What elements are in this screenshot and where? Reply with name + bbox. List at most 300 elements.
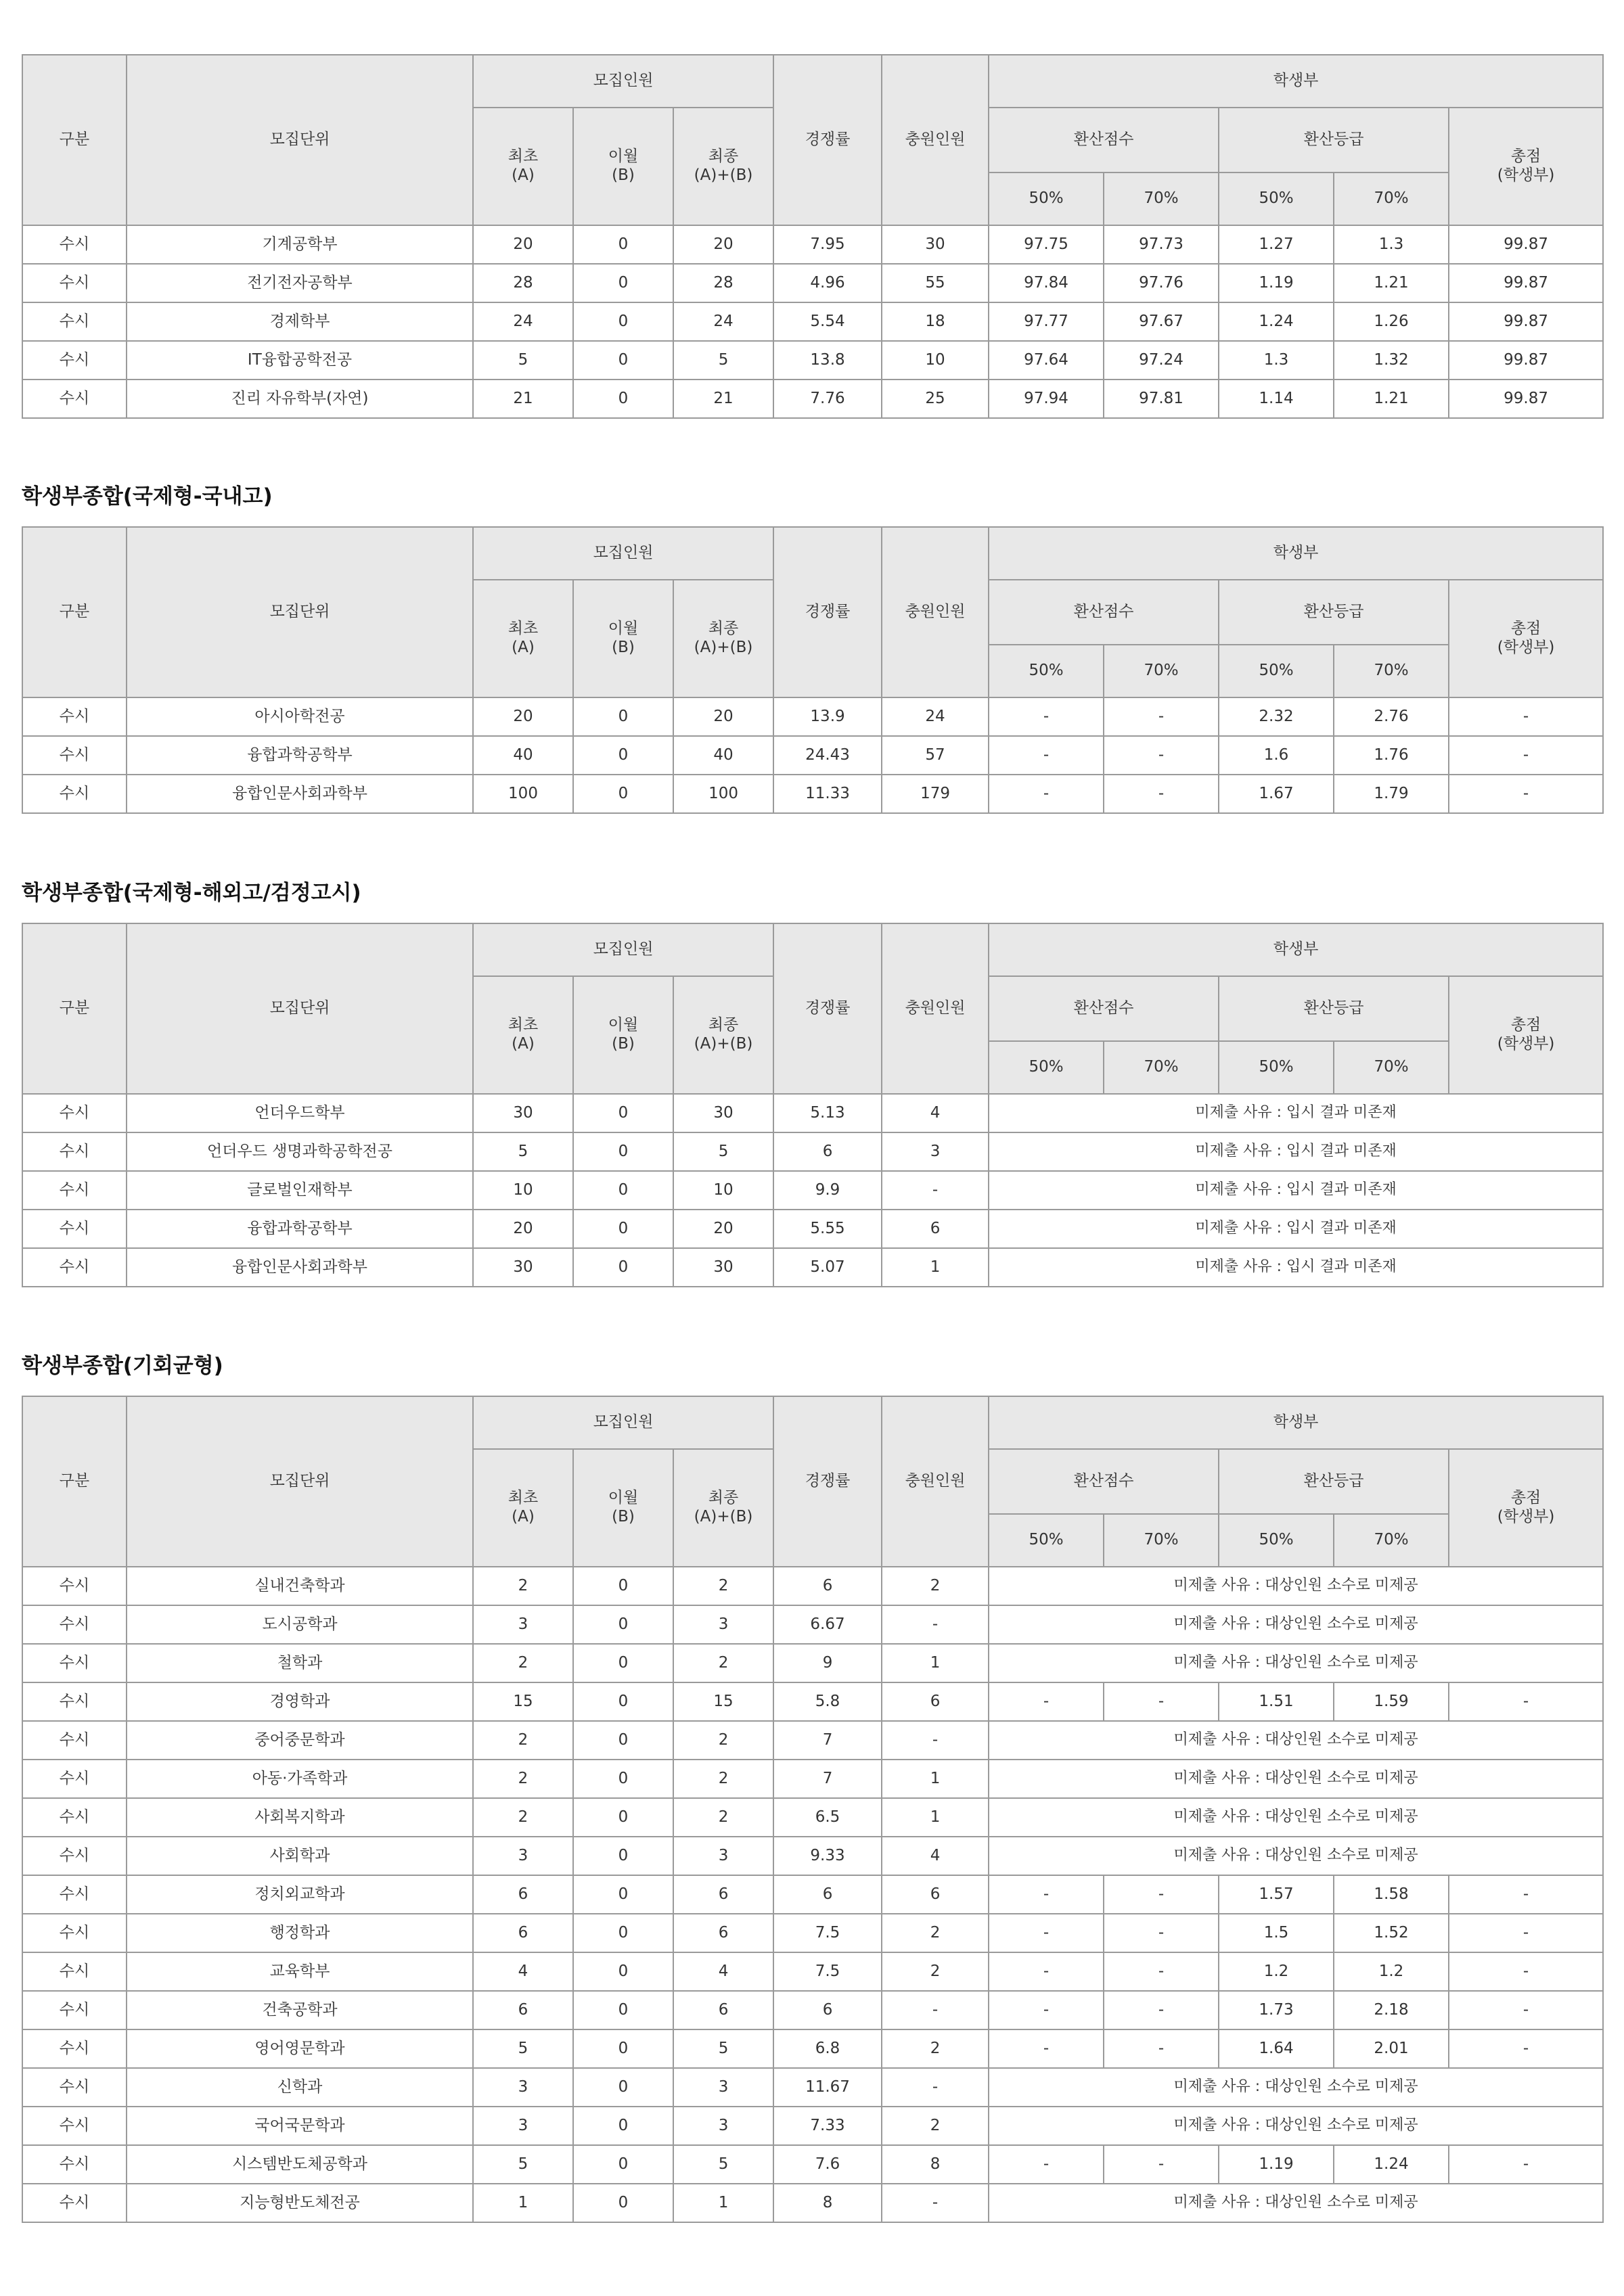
header-unit: 모집단위	[127, 1396, 473, 1567]
header-conv-grade: 환산등급	[1219, 108, 1449, 173]
cell-unit: 전기전자공학부	[127, 264, 473, 302]
header-total	[1449, 108, 1603, 225]
table-row	[22, 1567, 1603, 1605]
cell-note: 미제출 사유 : 대상인원 소수로 미제공	[989, 1760, 1603, 1798]
header-final	[673, 580, 773, 697]
cell-carry: 0	[573, 1094, 673, 1132]
header-score-70: 70%	[1104, 645, 1219, 697]
header-recruit: 모집인원	[473, 923, 773, 976]
table-row	[22, 775, 1603, 813]
cell-grade-50: 1.51	[1219, 1682, 1334, 1721]
table-row	[22, 225, 1603, 264]
cell-initial: 21	[473, 380, 573, 418]
header-initial-sub: (A)	[512, 1508, 535, 1525]
table-row	[22, 2068, 1603, 2107]
cell-extra: 10	[882, 341, 989, 380]
cell-competition: 11.67	[773, 2068, 882, 2107]
cell-initial: 2	[473, 1760, 573, 1798]
cell-unit: 융합인문사회과학부	[127, 1248, 473, 1287]
cell-grade-50: 1.14	[1219, 380, 1334, 418]
cell-carry: 0	[573, 264, 673, 302]
header-category: 구분	[22, 1396, 127, 1567]
cell-total: -	[1449, 736, 1603, 775]
cell-unit: 기계공학부	[127, 225, 473, 264]
cell-initial: 20	[473, 225, 573, 264]
cell-final: 100	[673, 775, 773, 813]
cell-competition: 9.33	[773, 1837, 882, 1875]
cell-grade-50: 1.6	[1219, 736, 1334, 775]
table-row	[22, 1875, 1603, 1914]
cell-unit: 교육학부	[127, 1952, 473, 1991]
cell-total: 99.87	[1449, 380, 1603, 418]
table-row	[22, 1914, 1603, 1952]
cell-score-70: 97.24	[1104, 341, 1219, 380]
cell-final: 6	[673, 1875, 773, 1914]
table-row	[22, 2184, 1603, 2222]
cell-carry: 0	[573, 1567, 673, 1605]
cell-score-70: -	[1104, 2029, 1219, 2068]
cell-competition: 7.5	[773, 1914, 882, 1952]
cell-unit: 언더우드학부	[127, 1094, 473, 1132]
cell-competition: 6.8	[773, 2029, 882, 2068]
cell-initial: 4	[473, 1952, 573, 1991]
cell-final: 5	[673, 1132, 773, 1171]
cell-category: 수시	[22, 1991, 127, 2029]
section-2	[22, 526, 1602, 814]
cell-extra: 6	[882, 1875, 989, 1914]
header-grade-50: 50%	[1219, 1514, 1334, 1567]
cell-unit: 경제학부	[127, 302, 473, 341]
header-conv-grade: 환산등급	[1219, 976, 1449, 1041]
header-final	[673, 976, 773, 1094]
cell-category: 수시	[22, 2107, 127, 2145]
cell-carry: 0	[573, 1952, 673, 1991]
cell-competition: 7	[773, 1721, 882, 1760]
cell-unit: 언더우드 생명과학공학전공	[127, 1132, 473, 1171]
cell-grade-70: 1.24	[1334, 2145, 1449, 2184]
header-total-label: 총점	[1510, 1016, 1541, 1034]
table-row	[22, 1248, 1603, 1287]
cell-category: 수시	[22, 1567, 127, 1605]
cell-extra: 18	[882, 302, 989, 341]
cell-grade-70: 2.76	[1334, 697, 1449, 736]
table-row	[22, 2029, 1603, 2068]
cell-category: 수시	[22, 264, 127, 302]
cell-score-50: -	[989, 775, 1104, 813]
table-row	[22, 736, 1603, 775]
cell-note: 미제출 사유 : 입시 결과 미존재	[989, 1171, 1603, 1210]
cell-final: 40	[673, 736, 773, 775]
header-conv-grade: 환산등급	[1219, 1449, 1449, 1514]
cell-competition: 5.54	[773, 302, 882, 341]
cell-grade-70: 1.79	[1334, 775, 1449, 813]
cell-total: -	[1449, 2145, 1603, 2184]
cell-extra: 4	[882, 1837, 989, 1875]
header-recruit: 모집인원	[473, 1396, 773, 1449]
cell-grade-70: 1.21	[1334, 380, 1449, 418]
table-row	[22, 1952, 1603, 1991]
header-final-sub: (A)+(B)	[694, 166, 753, 184]
cell-grade-50: 1.73	[1219, 1991, 1334, 2029]
cell-initial: 24	[473, 302, 573, 341]
results-table	[22, 1396, 1604, 2223]
header-initial-label: 최초	[508, 147, 539, 166]
cell-category: 수시	[22, 2145, 127, 2184]
header-conv-score: 환산점수	[989, 580, 1219, 645]
header-conv-grade: 환산등급	[1219, 580, 1449, 645]
header-extra: 충원인원	[882, 923, 989, 1094]
cell-carry: 0	[573, 736, 673, 775]
cell-category: 수시	[22, 1914, 127, 1952]
cell-initial: 30	[473, 1094, 573, 1132]
cell-initial: 3	[473, 1605, 573, 1644]
cell-competition: 5.13	[773, 1094, 882, 1132]
cell-extra: 6	[882, 1210, 989, 1248]
cell-score-50: 97.94	[989, 380, 1104, 418]
header-competition: 경쟁률	[773, 55, 882, 225]
header-initial	[473, 108, 573, 225]
header-conv-score: 환산점수	[989, 1449, 1219, 1514]
cell-carry: 0	[573, 2184, 673, 2222]
cell-score-50: 97.75	[989, 225, 1104, 264]
cell-unit: 경영학과	[127, 1682, 473, 1721]
header-initial-label: 최초	[508, 1489, 539, 1507]
cell-score-70: 97.73	[1104, 225, 1219, 264]
cell-final: 30	[673, 1248, 773, 1287]
cell-competition: 9.9	[773, 1171, 882, 1210]
table-row	[22, 1644, 1603, 1682]
cell-category: 수시	[22, 341, 127, 380]
cell-competition: 7.95	[773, 225, 882, 264]
cell-score-70: -	[1104, 775, 1219, 813]
header-final	[673, 108, 773, 225]
cell-score-70: -	[1104, 1914, 1219, 1952]
cell-extra: 4	[882, 1094, 989, 1132]
header-category: 구분	[22, 55, 127, 225]
cell-category: 수시	[22, 2029, 127, 2068]
table-row	[22, 697, 1603, 736]
cell-note: 미제출 사유 : 대상인원 소수로 미제공	[989, 2068, 1603, 2107]
cell-extra: -	[882, 2184, 989, 2222]
cell-final: 3	[673, 1605, 773, 1644]
cell-final: 20	[673, 1210, 773, 1248]
header-initial	[473, 976, 573, 1094]
cell-unit: 행정학과	[127, 1914, 473, 1952]
cell-competition: 7.5	[773, 1952, 882, 1991]
cell-competition: 5.55	[773, 1210, 882, 1248]
cell-competition: 24.43	[773, 736, 882, 775]
header-competition: 경쟁률	[773, 527, 882, 697]
cell-grade-70: 1.2	[1334, 1952, 1449, 1991]
cell-initial: 40	[473, 736, 573, 775]
cell-initial: 5	[473, 341, 573, 380]
cell-score-70: 97.81	[1104, 380, 1219, 418]
cell-final: 4	[673, 1952, 773, 1991]
cell-final: 2	[673, 1567, 773, 1605]
header-score-50: 50%	[989, 173, 1104, 225]
cell-note: 미제출 사유 : 입시 결과 미존재	[989, 1248, 1603, 1287]
cell-grade-70: 1.26	[1334, 302, 1449, 341]
header-initial-label: 최초	[508, 620, 539, 638]
cell-extra: 3	[882, 1132, 989, 1171]
cell-unit: 글로벌인재학부	[127, 1171, 473, 1210]
cell-extra: 30	[882, 225, 989, 264]
cell-total: -	[1449, 775, 1603, 813]
cell-grade-70: 1.3	[1334, 225, 1449, 264]
cell-carry: 0	[573, 2107, 673, 2145]
cell-note: 미제출 사유 : 대상인원 소수로 미제공	[989, 1798, 1603, 1837]
cell-score-70: -	[1104, 736, 1219, 775]
header-grade-70: 70%	[1334, 1514, 1449, 1567]
cell-unit: 시스템반도체공학과	[127, 2145, 473, 2184]
header-competition: 경쟁률	[773, 1396, 882, 1567]
cell-extra: 57	[882, 736, 989, 775]
cell-carry: 0	[573, 1875, 673, 1914]
cell-score-50: -	[989, 736, 1104, 775]
cell-category: 수시	[22, 697, 127, 736]
cell-score-50: -	[989, 1914, 1104, 1952]
header-recruit: 모집인원	[473, 527, 773, 580]
section-title-4: 학생부종합(기회균형)	[22, 1354, 223, 1378]
cell-extra: 25	[882, 380, 989, 418]
header-unit: 모집단위	[127, 55, 473, 225]
cell-carry: 0	[573, 380, 673, 418]
header-initial-sub: (A)	[512, 166, 535, 184]
cell-competition: 7	[773, 1760, 882, 1798]
cell-final: 6	[673, 1914, 773, 1952]
table-row	[22, 264, 1603, 302]
cell-grade-50: 1.3	[1219, 341, 1334, 380]
cell-score-50: -	[989, 1991, 1104, 2029]
cell-unit: 영어영문학과	[127, 2029, 473, 2068]
cell-final: 3	[673, 2068, 773, 2107]
table-row	[22, 1094, 1603, 1132]
table-row	[22, 302, 1603, 341]
cell-category: 수시	[22, 380, 127, 418]
header-final-label: 최종	[708, 1016, 739, 1034]
cell-grade-50: 1.57	[1219, 1875, 1334, 1914]
cell-initial: 5	[473, 1132, 573, 1171]
cell-extra: 1	[882, 1248, 989, 1287]
cell-extra: -	[882, 1171, 989, 1210]
cell-grade-70: 1.32	[1334, 341, 1449, 380]
header-carry-sub: (B)	[612, 1035, 635, 1053]
cell-grade-70: 1.52	[1334, 1914, 1449, 1952]
header-final-label: 최종	[708, 620, 739, 638]
header-total-sub: (학생부)	[1497, 1035, 1555, 1053]
cell-initial: 15	[473, 1682, 573, 1721]
cell-initial: 20	[473, 1210, 573, 1248]
cell-score-70: -	[1104, 1952, 1219, 1991]
cell-grade-50: 1.2	[1219, 1952, 1334, 1991]
cell-extra: 2	[882, 2107, 989, 2145]
cell-score-50: 97.77	[989, 302, 1104, 341]
header-grade-70: 70%	[1334, 173, 1449, 225]
header-total-label: 총점	[1510, 1489, 1541, 1507]
header-final-sub: (A)+(B)	[694, 639, 753, 656]
cell-final: 20	[673, 697, 773, 736]
header-grade-70: 70%	[1334, 645, 1449, 697]
cell-total: -	[1449, 1952, 1603, 1991]
cell-category: 수시	[22, 1682, 127, 1721]
cell-initial: 3	[473, 2107, 573, 2145]
cell-extra: 1	[882, 1798, 989, 1837]
cell-grade-50: 1.27	[1219, 225, 1334, 264]
table-row	[22, 1171, 1603, 1210]
cell-carry: 0	[573, 1132, 673, 1171]
header-carry-sub: (B)	[612, 166, 635, 184]
header-initial-label: 최초	[508, 1016, 539, 1034]
cell-competition: 6.5	[773, 1798, 882, 1837]
cell-competition: 9	[773, 1644, 882, 1682]
cell-extra: -	[882, 1721, 989, 1760]
cell-carry: 0	[573, 775, 673, 813]
cell-grade-50: 1.67	[1219, 775, 1334, 813]
cell-carry: 0	[573, 1914, 673, 1952]
cell-unit: 지능형반도체전공	[127, 2184, 473, 2222]
cell-competition: 8	[773, 2184, 882, 2222]
cell-unit: 건축공학과	[127, 1991, 473, 2029]
cell-carry: 0	[573, 2029, 673, 2068]
cell-unit: 신학과	[127, 2068, 473, 2107]
cell-category: 수시	[22, 1837, 127, 1875]
cell-unit: 융합과학공학부	[127, 736, 473, 775]
cell-category: 수시	[22, 736, 127, 775]
cell-unit: 융합인문사회과학부	[127, 775, 473, 813]
cell-total: 99.87	[1449, 302, 1603, 341]
cell-carry: 0	[573, 697, 673, 736]
table-row	[22, 1132, 1603, 1171]
cell-category: 수시	[22, 1875, 127, 1914]
cell-competition: 6	[773, 1132, 882, 1171]
cell-unit: 국어국문학과	[127, 2107, 473, 2145]
cell-competition: 7.76	[773, 380, 882, 418]
header-grade-50: 50%	[1219, 645, 1334, 697]
cell-final: 3	[673, 2107, 773, 2145]
header-total	[1449, 580, 1603, 697]
results-table	[22, 526, 1604, 814]
cell-carry: 0	[573, 2145, 673, 2184]
header-final-label: 최종	[708, 1489, 739, 1507]
cell-total: 99.87	[1449, 225, 1603, 264]
cell-final: 2	[673, 1798, 773, 1837]
header-total-label: 총점	[1510, 147, 1541, 166]
header-initial	[473, 580, 573, 697]
cell-competition: 11.33	[773, 775, 882, 813]
cell-final: 6	[673, 1991, 773, 2029]
cell-score-50: -	[989, 1952, 1104, 1991]
cell-competition: 6	[773, 1567, 882, 1605]
cell-note: 미제출 사유 : 대상인원 소수로 미제공	[989, 2184, 1603, 2222]
cell-initial: 100	[473, 775, 573, 813]
section-title-2: 학생부종합(국제형-국내고)	[22, 484, 273, 509]
cell-carry: 0	[573, 1721, 673, 1760]
section-4	[22, 1396, 1602, 2223]
cell-grade-70: 2.18	[1334, 1991, 1449, 2029]
cell-category: 수시	[22, 1952, 127, 1991]
cell-unit: 사회학과	[127, 1837, 473, 1875]
table-row	[22, 1798, 1603, 1837]
cell-score-70: -	[1104, 1991, 1219, 2029]
table-row	[22, 2107, 1603, 2145]
header-conv-score: 환산점수	[989, 108, 1219, 173]
table-row	[22, 1210, 1603, 1248]
cell-initial: 28	[473, 264, 573, 302]
cell-grade-70: 1.21	[1334, 264, 1449, 302]
cell-category: 수시	[22, 1721, 127, 1760]
cell-category: 수시	[22, 1644, 127, 1682]
cell-note: 미제출 사유 : 입시 결과 미존재	[989, 1132, 1603, 1171]
cell-category: 수시	[22, 2068, 127, 2107]
cell-score-70: -	[1104, 1875, 1219, 1914]
cell-competition: 6	[773, 1875, 882, 1914]
cell-final: 5	[673, 341, 773, 380]
cell-category: 수시	[22, 1798, 127, 1837]
cell-grade-70: 2.01	[1334, 2029, 1449, 2068]
cell-note: 미제출 사유 : 입시 결과 미존재	[989, 1094, 1603, 1132]
table-row	[22, 1605, 1603, 1644]
cell-grade-50: 1.19	[1219, 2145, 1334, 2184]
cell-unit: 도시공학과	[127, 1605, 473, 1644]
cell-final: 20	[673, 225, 773, 264]
cell-unit: 실내건축학과	[127, 1567, 473, 1605]
header-unit: 모집단위	[127, 527, 473, 697]
cell-total: -	[1449, 697, 1603, 736]
table-row	[22, 380, 1603, 418]
cell-category: 수시	[22, 1760, 127, 1798]
cell-unit: 아시아학전공	[127, 697, 473, 736]
cell-total: -	[1449, 1914, 1603, 1952]
header-carry	[573, 976, 673, 1094]
header-carry-label: 이월	[608, 1016, 639, 1034]
cell-competition: 13.9	[773, 697, 882, 736]
header-carry-label: 이월	[608, 620, 639, 638]
header-initial	[473, 1449, 573, 1567]
cell-score-50: 97.64	[989, 341, 1104, 380]
cell-competition: 7.33	[773, 2107, 882, 2145]
cell-note: 미제출 사유 : 대상인원 소수로 미제공	[989, 1567, 1603, 1605]
cell-final: 3	[673, 1837, 773, 1875]
header-final-sub: (A)+(B)	[694, 1508, 753, 1525]
cell-note: 미제출 사유 : 대상인원 소수로 미제공	[989, 2107, 1603, 2145]
header-score-50: 50%	[989, 645, 1104, 697]
header-score-50: 50%	[989, 1514, 1104, 1567]
cell-initial: 20	[473, 697, 573, 736]
cell-grade-70: 1.59	[1334, 1682, 1449, 1721]
cell-total: -	[1449, 1682, 1603, 1721]
header-total-sub: (학생부)	[1497, 639, 1555, 656]
cell-unit: 아동·가족학과	[127, 1760, 473, 1798]
cell-score-50: -	[989, 1682, 1104, 1721]
cell-final: 5	[673, 2029, 773, 2068]
header-record: 학생부	[989, 923, 1603, 976]
cell-extra: 1	[882, 1644, 989, 1682]
cell-grade-70: 1.58	[1334, 1875, 1449, 1914]
cell-score-70: -	[1104, 697, 1219, 736]
header-grade-50: 50%	[1219, 1041, 1334, 1094]
cell-extra: 24	[882, 697, 989, 736]
header-score-50: 50%	[989, 1041, 1104, 1094]
cell-score-70: 97.76	[1104, 264, 1219, 302]
header-score-70: 70%	[1104, 1514, 1219, 1567]
cell-final: 24	[673, 302, 773, 341]
cell-initial: 1	[473, 2184, 573, 2222]
cell-carry: 0	[573, 1248, 673, 1287]
header-total	[1449, 1449, 1603, 1567]
cell-final: 15	[673, 1682, 773, 1721]
header-recruit: 모집인원	[473, 55, 773, 108]
cell-initial: 2	[473, 1567, 573, 1605]
